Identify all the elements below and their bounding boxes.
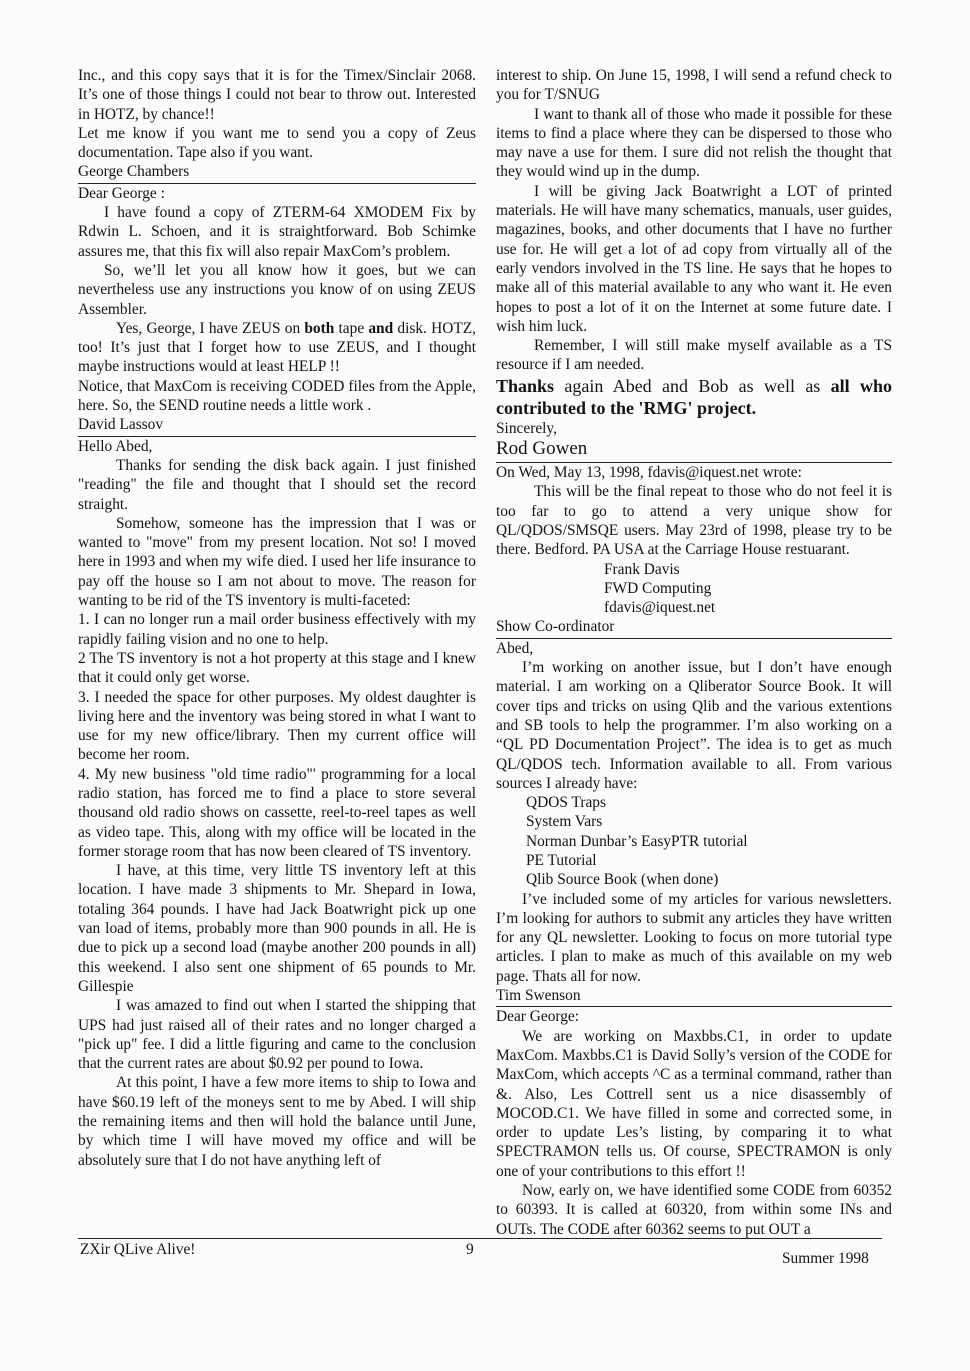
page-number: 9 bbox=[466, 1241, 474, 1258]
paragraph: On Wed, May 13, 1998, fdavis@iquest.net wrote: bbox=[496, 464, 802, 482]
footer-issue: Summer 1998 bbox=[782, 1250, 869, 1267]
paragraph: I’m working on another issue, but I don’t have enough material. I am working on a Qliberator Source Book. It will cover tips and tricks on using Qlib and the various extentions and SB tools to help the programmer. I’m also working on a “QL PD Documentation Project”. The idea is to get as much QL/QDOS tech. Information available to all. From various sources I already have: bbox=[496, 659, 892, 792]
salutation: Abed, bbox=[496, 639, 534, 657]
paragraph: Notice, that MaxCom is receiving CODED files from the Apple, here. So, the SEND routine needs a little work . bbox=[78, 377, 476, 415]
left-column bbox=[78, 66, 476, 1170]
paragraph bbox=[78, 319, 476, 377]
paragraph: I’ve included some of my articles for various newsletters. I’m looking for authors to submit any articles they have written for any QL newsletter. Looking to focus on more tutorial type articles. I plan to make as much of this available on my web page. Thats all for now. bbox=[496, 890, 892, 985]
bold-text: Thanks bbox=[496, 375, 555, 396]
text: tape bbox=[334, 319, 369, 337]
paragraph: So, we’ll let you all know how it goes, but we can nevertheless use any instructions you know of on using ZEUS Assembler. bbox=[78, 261, 476, 318]
list-item: Qlib Source Book (when done) bbox=[526, 871, 719, 889]
list-item: QDOS Traps bbox=[526, 794, 606, 812]
paragraph: Thanks for sending the disk back again. I just finished "reading" the file and thought that I should set the record straight. bbox=[78, 456, 476, 513]
contact-line: Frank Davis bbox=[604, 560, 680, 578]
text: Yes, George, I have ZEUS on bbox=[116, 319, 305, 337]
paragraph: I will be giving Jack Boatwright a LOT of printed materials. He will have many schematics, manuals, user guides, magazines, books, and other documents that I have no further use for. He will get a lot of ad copy from virtually all of the early vendors involved in the TS line. He says that he hopes to make all of this material available to any who want it. He even hopes to post a lot of it on the Internet at some future date. I wish him luck. bbox=[496, 182, 892, 335]
paragraph: Remember, I will still make myself available as a TS resource if I am needed. bbox=[496, 337, 892, 374]
paragraph: We are working on Maxbbs.C1, in order to update MaxCom. Maxbbs.C1 is David Solly’s version of the CODE for MaxCom, which accepts ^C as a terminal command, rather than &. Also, Les Cottrell sent us a nice disassembly of MOCOD.C1. We have filled in some and corrected some, in order to update Les’s listing, by comparing it to what SPECTRAMON tells us. Of course, SPECTRAMON is only one of your contributions to this effort !! bbox=[496, 1027, 892, 1180]
signature: George Chambers bbox=[78, 162, 476, 183]
text: disk. HOTZ, too! It’s just that I forget how to use ZEUS, and I thought maybe instructions would at least HELP !! bbox=[78, 319, 476, 376]
paragraph: Now, early on, we have identified some CODE from 60352 to 60393. It is called at 60320, from within some INs and OUTs. The CODE after 60362 seems to put OUT a bbox=[496, 1182, 892, 1238]
salutation: Hello Abed, bbox=[78, 437, 153, 455]
paragraph: Somehow, someone has the impression that I was or wanted to "move" from my present location. Not so! I moved here in 1993 and when my wife died. I used her life insurance to pay off the house so I am not about to move. The reason for wanting to be rid of the TS inventory is multi-faceted: bbox=[78, 514, 476, 610]
paragraph: Let me know if you want me to send you a copy of Zeus documentation. Tape also if you want. bbox=[78, 124, 476, 162]
list-item: Norman Dunbar’s EasyPTR tutorial bbox=[526, 832, 748, 850]
paragraph: This will be the final repeat to those who do not feel it is too far to go to attend a very unique show for QL/QDOS/SMSQE users. May 23rd of 1998, please try to be there. Bedford. PA USA at the Carriage House restuarant. bbox=[496, 483, 892, 559]
signature: Rod Gowen bbox=[496, 438, 892, 463]
paragraph: I was amazed to find out when I started the shipping that UPS had just raised all of their rates and no longer charged a "pick up" fee. I did a little figuring and came to the conclusion that the current rates are about $0.92 per pound to Iowa. bbox=[78, 997, 476, 1073]
paragraph: I have found a copy of ZTERM-64 XMODEM Fix by Rdwin L. Schoen, and it is straightforward. Bob Schimke assures me, that this fix will also repair MaxCom’s problem. bbox=[78, 204, 476, 260]
list-item: System Vars bbox=[526, 813, 603, 831]
paragraph: I want to thank all of those who made it possible for these items to find a place where they can be dispersed to those who may nave a use for them. I sure did not relish the thought that they would wind up in the dump. bbox=[496, 105, 892, 181]
list-item: 4. My new business "old time radio"' programming for a local radio station, has forced me to find a place to store several thousand old radio shows on cassette, reel-to-reel tapes as well as video tape. This, along with my office will be located in the former storage room that has now been cleared of TS inventory. bbox=[78, 765, 476, 860]
paragraph: At this point, I have a few more items to ship to Iowa and have $60.19 left of the moneys sent to me by Abed. I will ship the remaining items and then will hold the balance until June, by which time I will have moved my office and will be absolutely sure that I do not have anything left of bbox=[78, 1074, 476, 1169]
bold-text: all who contributed to the 'RMG' project. bbox=[496, 375, 892, 418]
closing: Sincerely, bbox=[496, 419, 557, 437]
contact-line: FWD Computing bbox=[604, 579, 712, 597]
list-item: 2 The TS inventory is not a hot property at this stage and I knew that it could only get worse. bbox=[78, 649, 476, 687]
footer-divider bbox=[78, 1238, 882, 1239]
footer-publication: ZXir QLive Alive! bbox=[80, 1241, 196, 1258]
paragraph: Inc., and this copy says that it is for the Timex/Sinclair 2068. It’s one of those things I could not bear to throw out. Interested in HOTZ, by chance!! bbox=[78, 67, 476, 123]
list-item: 3. I needed the space for other purposes. My oldest daughter is living here and the inventory was being stored in what I want to use for my new office/library. Then my current office will become her room. bbox=[78, 688, 476, 764]
paragraph: interest to ship. On June 15, 1998, I will send a refund check to you for T/SNUG bbox=[496, 67, 892, 104]
text: again Abed and Bob as well as bbox=[554, 375, 831, 396]
contact-line: fdavis@iquest.net bbox=[604, 599, 716, 617]
bold-text: both bbox=[304, 319, 335, 337]
signature: Tim Swenson bbox=[496, 986, 892, 1007]
salutation: Dear George: bbox=[496, 1008, 580, 1026]
salutation: Dear George : bbox=[78, 184, 165, 202]
list-item: PE Tutorial bbox=[526, 851, 597, 869]
signature: Show Co-ordinator bbox=[496, 617, 892, 638]
thanks-note bbox=[496, 375, 892, 419]
list-item: 1. I can no longer run a mail order business effectively with my rapidly failing vision and no one to help. bbox=[78, 611, 476, 648]
signature: David Lassov bbox=[78, 415, 476, 436]
bold-text: and bbox=[368, 319, 394, 337]
paragraph: I have, at this time, very little TS inventory left at this location. I have made 3 shipments to Mr. Shepard in Iowa, totaling 364 pounds. I have had Jack Boatwright pick up one van load of items, probably more than 900 pounds in all. He is due to pick up a second load (maybe another 200 pounds in all) this weekend. I also sent one shipment of 65 pounds to Mr. Gillespie bbox=[78, 862, 476, 995]
right-column bbox=[496, 66, 892, 1239]
